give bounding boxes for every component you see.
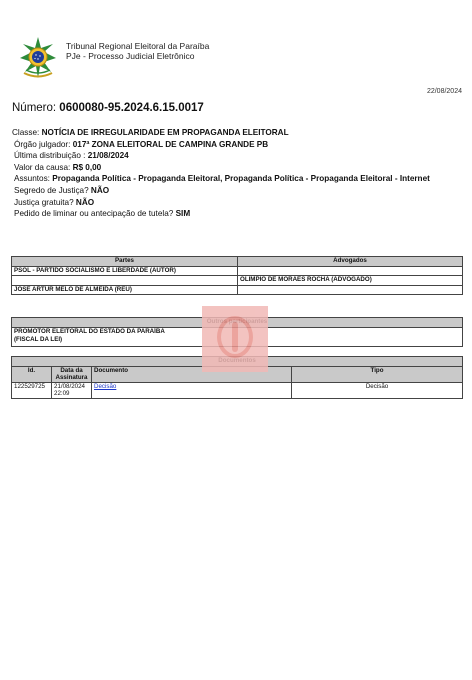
valor-value: R$ 0,00 <box>72 162 102 172</box>
participante-role: (FISCAL DA LEI) <box>14 336 63 344</box>
participante-name: PROMOTOR ELEITORAL DO ESTADO DA PARAÍBA <box>14 327 165 335</box>
distribuicao-label: Última distribuição : <box>14 151 88 161</box>
partes-header: Partes <box>12 257 238 267</box>
valor-line <box>12 162 464 174</box>
assuntos-line <box>12 173 464 185</box>
brazil-coat-of-arms-icon <box>18 36 58 80</box>
process-info <box>12 127 464 220</box>
court-name <box>66 41 209 61</box>
data-column-header <box>52 366 92 382</box>
assuntos-value: Propaganda Política - Propaganda Eleitoral, Propaganda Política - Propaganda Eleitoral - Internet <box>52 174 430 184</box>
assuntos-label: Assuntos: <box>14 174 53 184</box>
table-row <box>12 285 463 295</box>
distribuicao-line <box>12 150 464 162</box>
table-row <box>12 276 463 286</box>
advogados-header: Advogados <box>238 257 463 267</box>
classe-value: NOTÍCIA DE IRREGULARIDADE EM PROPAGANDA ELEITORAL <box>41 128 289 137</box>
watermark-bar <box>232 322 238 352</box>
orgao-line <box>12 139 464 151</box>
print-date: 22/08/2024 <box>426 88 462 95</box>
doc-date: 21/08/2024 <box>54 382 85 390</box>
segredo-label: Segredo de Justiça? <box>14 185 91 195</box>
classe-label: Classe: <box>12 128 42 137</box>
doc-link[interactable]: Decisão <box>94 382 117 390</box>
document-header <box>18 36 458 86</box>
liminar-label: Pedido de liminar ou antecipação de tutela? <box>14 209 176 219</box>
gratuita-value: NÃO <box>75 197 95 207</box>
liminar-value: SIM <box>175 209 191 219</box>
valor-label: Valor da causa: <box>14 162 73 172</box>
advogado-cell: OLIMPIO DE MORAES ROCHA (ADVOGADO) <box>238 276 463 286</box>
orgao-value: 017ª ZONA ELEITORAL DE CAMPINA GRANDE PB <box>72 139 269 149</box>
advogado-cell <box>238 266 463 276</box>
parte-cell <box>12 276 238 286</box>
id-column-header: Id. <box>12 366 52 382</box>
advogado-cell <box>238 285 463 295</box>
tipo-column-header: Tipo <box>292 366 463 382</box>
doc-type-cell: Decisão <box>292 382 463 398</box>
orgao-label: Órgão julgador: <box>14 139 73 149</box>
table-row <box>12 266 463 276</box>
parte-cell: JOSE ARTUR MELO DE ALMEIDA (REU) <box>12 285 238 295</box>
process-number-value: 0600080-95.2024.6.15.0017 <box>59 102 204 114</box>
court-name-line2: PJe - Processo Judicial Eletrônico <box>66 51 195 61</box>
data-column-header-line1: Data da <box>60 366 83 374</box>
documento-column-header: Documento <box>92 366 292 382</box>
segredo-value: NÃO <box>90 185 110 195</box>
doc-time: 22:09 <box>54 389 70 397</box>
distribuicao-value: 21/08/2024 <box>87 151 129 161</box>
gratuita-label: Justiça gratuita? <box>14 197 76 207</box>
parte-cell: PSOL - PARTIDO SOCIALISMO E LIBERDADE (AUTOR) <box>12 266 238 276</box>
liminar-line <box>12 208 464 220</box>
doc-date-cell <box>52 382 92 398</box>
process-number-label: Número: <box>12 102 60 114</box>
process-number <box>12 102 204 114</box>
pdf-watermark-icon <box>202 306 268 372</box>
gratuita-line <box>12 197 464 209</box>
doc-id-cell: 122529725 <box>12 382 52 398</box>
partes-table <box>11 256 463 295</box>
doc-name-cell <box>92 382 292 398</box>
data-column-header-line2: Assinatura <box>55 373 88 381</box>
court-name-line1: Tribunal Regional Eleitoral da Paraíba <box>66 41 210 51</box>
segredo-line <box>12 185 464 197</box>
classe-line <box>12 127 464 139</box>
table-row <box>12 382 463 398</box>
